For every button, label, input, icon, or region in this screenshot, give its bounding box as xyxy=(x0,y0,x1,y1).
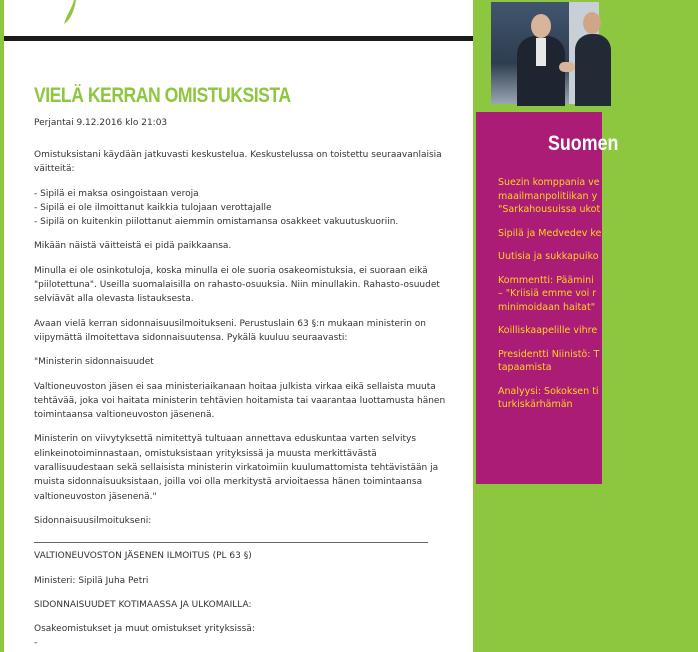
holdings-heading: Osakeomistukset ja muut omistukset yrityksissä: xyxy=(34,624,255,635)
quote-heading: "Ministerin sidonnaisuudet xyxy=(34,357,154,368)
photo-person xyxy=(575,34,611,106)
news-link[interactable] xyxy=(498,385,698,412)
paragraph: Mikään näistä väitteistä ei pidä paikkaansa. xyxy=(34,241,232,252)
news-link-line: minimoidaan haitat" xyxy=(498,301,596,313)
news-box-heading: Suomen xyxy=(548,132,619,155)
section-heading: SIDONNAISUUDET KOTIMAASSA JA ULKOMAILLA: xyxy=(34,599,252,610)
news-link[interactable] xyxy=(498,324,698,338)
news-box xyxy=(476,112,619,484)
news-link-line: turkiskärhämän xyxy=(498,399,573,410)
form-divider xyxy=(34,542,428,543)
list-item: - Sipilä on kuitenkin piilottanut aiemmin omistamansa osakkeet vakuutuskuoriin. xyxy=(34,217,399,228)
spacer xyxy=(34,528,450,538)
news-link-line: Presidentti Niinistö: T xyxy=(498,348,600,360)
photo-person-head xyxy=(583,12,601,34)
post-date: Perjantai 9.12.2016 klo 21:03 xyxy=(34,118,168,128)
header-divider xyxy=(4,36,473,41)
news-link-line: Koilliskaapelille vihre xyxy=(498,325,598,336)
news-link[interactable] xyxy=(498,274,698,315)
news-link-line: "Sarkahousuissa ukot xyxy=(498,204,601,215)
form-title: VALTIONEUVOSTON JÄSENEN ILMOITUS (PL 63 §) xyxy=(34,551,252,562)
news-link-line: Suezin komppania ve xyxy=(498,177,600,188)
news-photo[interactable] xyxy=(491,2,599,104)
news-link[interactable] xyxy=(498,176,698,217)
paragraph: Avaan vielä kerran sidonnaisuusilmoitukseni. Perustuslain 63 §:n mukaan ministerin on viipymättä ilmoitettava sidonnaisuutensa. Pykälä kuuluu seuraavasti: xyxy=(34,318,427,343)
sidebar xyxy=(473,0,619,652)
news-link-line: tapaamista xyxy=(498,362,552,373)
news-link-line: Uutisia ja sukkapuiko xyxy=(498,251,599,262)
post-body xyxy=(34,148,450,651)
minister-line: Ministeri: Sipilä Juha Petri xyxy=(34,575,149,586)
post-title[interactable]: VIELÄ KERRAN OMISTUKSISTA xyxy=(34,84,291,107)
main-content xyxy=(4,0,473,652)
paragraph: Omistuksistani käydään jatkuvasti keskustelua. Keskustelussa on toistettu seuraavanlaisia väitteitä: xyxy=(34,150,442,175)
news-link-line: Analyysi: Sokoksen ti xyxy=(498,385,599,397)
photo-shirt xyxy=(536,38,546,66)
news-links xyxy=(498,176,698,422)
quote-paragraph: Ministerin on viivytyksettä nimitettyä tultuaan annettava eduskuntaa varten selvitys elinkeinotoiminnastaan, omistuksistaan yrityksissä ja muusta merkittävästä varallisuudestaan sekä sellaisista ministerin virkatoimiin kuulumattomista tehtävistään ja muista sidonnaisuuksistaan, joilla voi olla merkitystä arvioitaessa hänen toimintaansa valtioneuvoston jäsenenä." xyxy=(34,434,439,502)
leaf-logo-icon[interactable] xyxy=(60,0,90,26)
news-link-line: – "Kriisiä emme voi r xyxy=(498,288,597,299)
holdings-value: - xyxy=(34,638,38,649)
photo-person-head xyxy=(531,14,551,38)
quote-paragraph: Valtioneuvoston jäsen ei saa ministeriaikanaan hoitaa julkista virkaa eikä sellaista muuta tehtävää, joka voi haitata ministerin tehtävien hoitamista tai vaarantaa luottamusta hänen toimintaansa valtioneuvoston jäsenenä. xyxy=(34,381,446,421)
news-link-line: Sipilä ja Medvedev ke xyxy=(498,227,602,239)
news-link[interactable] xyxy=(498,348,698,375)
news-link[interactable] xyxy=(498,250,698,264)
list-item: - Sipilä ei ole ilmoittanut kaikkia tulojaan verottajalle xyxy=(34,202,272,213)
paragraph: Sidonnaisuusilmoitukseni: xyxy=(34,515,152,526)
news-link[interactable] xyxy=(498,227,698,241)
photo-handshake xyxy=(559,62,575,72)
news-link-line: maailmanpolitiikan y xyxy=(498,190,598,202)
list-item: - Sipilä ei maksa osingoistaan veroja xyxy=(34,188,199,199)
news-link-line: Kommentti: Päämini xyxy=(498,274,594,286)
paragraph: Minulla ei ole osinkotuloja, koska minulla ei ole suoria osakeomistuksia, ei suoraan eikä "piilotettuna". Useilla suomalaisilla on rahasto-osuuksia. Niin minullakin. Rahasto-osuudet selviävät alla olevasta listauksesta. xyxy=(34,265,440,305)
